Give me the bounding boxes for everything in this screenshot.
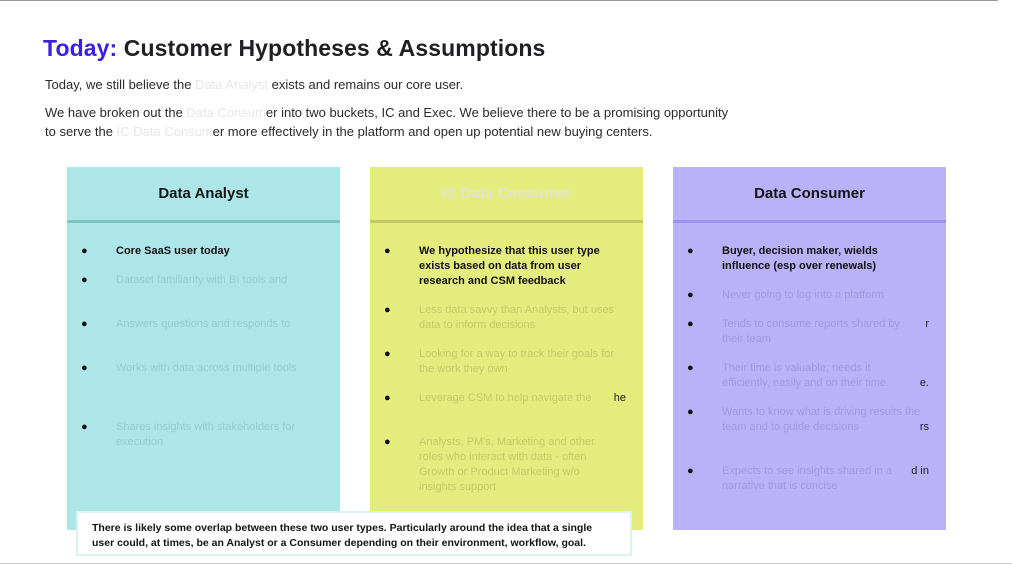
card-data-analyst: [67, 167, 340, 530]
bullet: ●: [687, 245, 694, 257]
intro-text: exists and remains our core user.: [268, 77, 464, 92]
bullet: ●: [384, 245, 391, 257]
intro-paragraph-1: [45, 75, 463, 94]
item-text: We hypothesize that this user type exists based on data from user research and CSM feedback: [419, 245, 600, 287]
bullet: ●: [687, 406, 694, 418]
item-visible-tail: rs: [919, 421, 929, 433]
bullet: ●: [384, 304, 391, 316]
title-text: Customer Hypotheses & Assumptions: [123, 35, 546, 61]
item-text: Tends to consume reports shared by their team: [722, 318, 900, 345]
bullet: ●: [384, 348, 391, 360]
card-header: Data Consumer: [754, 185, 865, 202]
item-text: Core SaaS user today: [116, 245, 230, 257]
item-text: Leverage CSM to help navigate the: [419, 392, 592, 404]
item-text: Shares insights with stakeholders for execution: [116, 421, 296, 448]
bullet: ●: [687, 318, 694, 330]
bullet: ●: [81, 274, 88, 286]
intro-faded-text: IC Data Consum: [116, 124, 213, 139]
item-visible-tail: he: [613, 392, 626, 404]
card-divider: [67, 220, 340, 223]
page-title: [43, 35, 545, 62]
card-header: Data Analyst: [158, 185, 249, 202]
card-ic-data-consumer: [370, 167, 643, 530]
intro-text: Today, we still believe the: [45, 77, 196, 92]
intro-text: to serve the: [45, 124, 117, 139]
card-header: IC Data Consumer: [441, 185, 572, 202]
bullet: ●: [81, 362, 88, 374]
title-accent: Today:: [43, 35, 118, 61]
intro-text: We have broken out the: [45, 105, 187, 120]
bullet: ●: [687, 465, 694, 477]
card-data-consumer: [673, 167, 946, 530]
top-rule: [0, 0, 998, 1]
item-text: Less data savvy than Analysts, but uses data to inform decisions: [419, 304, 615, 331]
overlap-note: There is likely some overlap between these two user types. Particularly around the idea that a single user could, at times, be an Analyst or a Consumer depending on their environment, workflow, goal.: [76, 511, 632, 556]
card-divider: [370, 220, 643, 223]
item-visible-tail: e.: [919, 377, 929, 389]
item-text: Buyer, decision maker, wields influence (esp over renewals): [722, 245, 878, 272]
item-text: Wants to know what is driving results the team and to guide decisions: [722, 406, 921, 433]
intro-faded-text: Data Consum: [186, 105, 266, 120]
bottom-rule: [0, 563, 1012, 564]
item-text: Looking for a way to track their goals for the work they own: [419, 348, 615, 375]
bullet: ●: [384, 436, 391, 448]
item-visible-tail: d in: [911, 465, 929, 477]
bullet: ●: [81, 421, 88, 433]
item-text: Works with data across multiple tools: [116, 362, 297, 374]
item-text: Their time is valuable; needs it efficiently, easily and on their time.: [722, 362, 890, 389]
item-text: Analysts, PM's, Marketing and other roles who interact with data - often Growth or Product Marketing w/o insights support: [419, 436, 595, 493]
bullet: ●: [687, 362, 694, 374]
item-visible-tail: r: [925, 318, 929, 330]
card-divider: [673, 220, 946, 223]
item-text: Expects to see insights shared in a narrative that is concise: [722, 465, 892, 492]
intro-text: er more effectively in the platform and open up potential new buying centers.: [212, 124, 653, 139]
item-text: Never going to log into a platform: [722, 289, 885, 301]
bullet: ●: [81, 318, 88, 330]
intro-faded-text: Data Analyst: [195, 77, 269, 92]
item-text: Answers questions and responds to: [116, 318, 291, 330]
intro-text: er into two buckets, IC and Exec. We believe there to be a promising opportunity: [265, 105, 729, 120]
intro-paragraph-2: [45, 103, 785, 141]
bullet: ●: [384, 392, 391, 404]
bullet: ●: [687, 289, 694, 301]
item-text: Dataset familiarity with BI tools and: [116, 274, 288, 286]
bullet: ●: [81, 245, 88, 257]
